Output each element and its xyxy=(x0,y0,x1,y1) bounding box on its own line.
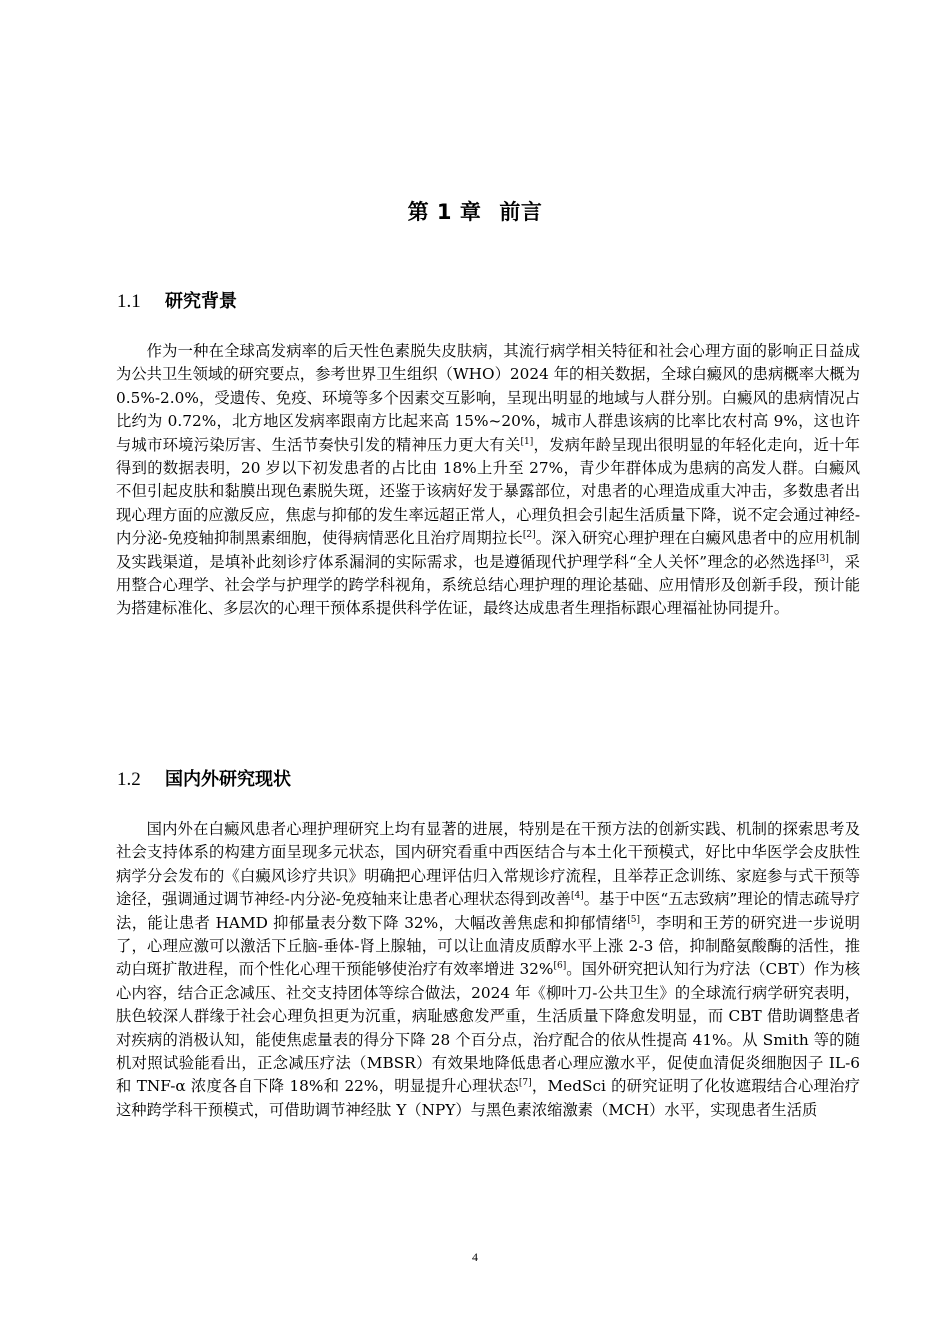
section-title: 国内外研究现状 xyxy=(165,769,291,790)
paragraph-text: 。基于中医“五志致病”理论的情志疏导疗法，能让患者 HAMD 抑郁量表分数下降 32%，大幅改善焦虑和抑郁情绪 xyxy=(116,890,860,932)
section-heading-research-background xyxy=(117,288,237,316)
paragraph-research-status xyxy=(116,818,860,1122)
paragraph-text: ，李明和王芳的研究进一步说明了，心理应激可以激活下丘脑-垂体-肾上腺轴，可以让血清皮质醇水平上涨 2-3 倍，抑制酪氨酸酶的活性，推动白斑扩散进程，而个性化心理干预能够使治疗有效率增进 32% xyxy=(116,913,860,979)
chapter-title xyxy=(0,196,950,228)
paragraph-text: ，采用整合心理学、社会学与护理学的跨学科视角，系统总结心理护理的理论基础、应用情形及创新手段，预计能为搭建标准化、多层次的心理干预体系提供科学佐证，最终达成患者生理指标跟心理福祉协同提升。 xyxy=(116,552,860,618)
paragraph-text: 作为一种在全球高发病率的后天性色素脱失皮肤病，其流行病学相关特征和社会心理方面的影响正日益成为公共卫生领域的研究要点，参考世界卫生组织（WHO）2024 年的相关数据，全球白癜风的患病概率大概为 0.5%-2.0%，受遗传、免疫、环境等多个因素交互影响，呈现出明显的地域与人群分别。白癜风的患病情况占比约为 0.72%，北方地区发病率跟南方比起来高 15%~20%，城市人群患该病的比率比农村高 9%，这也许与城市环境污染厉害、生活节奏快引发的精神压力更大有关 xyxy=(116,342,860,454)
paragraph-text: 国内外在白癜风患者心理护理研究上均有显著的进展，特别是在干预方法的创新实践、机制的探索思考及社会支持体系的构建方面呈现多元状态，国内研究看重中西医结合与本土化干预模式，好比中华医学会皮肤性病学分会发布的《白癜风诊疗共识》明确把心理评估归入常规诊疗流程，且举荐正念训练、家庭参与式干预等途径，强调通过调节神经-内分泌-免疫轴来让患者心理状态得到改善 xyxy=(116,820,860,909)
citation-ref[interactable]: [3] xyxy=(816,553,829,564)
page-number: 4 xyxy=(472,1250,478,1264)
citation-ref[interactable]: [4] xyxy=(570,891,584,902)
paragraph-research-background xyxy=(116,340,860,621)
citation-ref[interactable]: [2] xyxy=(522,530,536,541)
citation-ref[interactable]: [7] xyxy=(518,1078,532,1089)
citation-ref[interactable]: [5] xyxy=(627,914,640,925)
citation-ref[interactable]: [1] xyxy=(520,436,534,447)
paragraph-text: ，发病年龄呈现出很明显的年轻化走向，近十年得到的数据表明，20 岁以下初发患者的占比由 18%上升至 27%，青少年群体成为患病的高发人群。白癜风不但引起皮肤和黏膜出现色素脱失斑，还鉴于该病好发于暴露部位，对患者的心理造成重大冲击，多数患者出现心理方面的应激反应，焦虑与抑郁的发生率远超正常人，心理负担会引起生活质量下降，说不定会通过神经-内分泌-免疫轴抑制黑素细胞，使得病情恶化且治疗周期拉长 xyxy=(116,435,860,548)
section-number: 1.2 xyxy=(117,769,141,790)
paragraph-text: ，MedSci 的研究证明了化妆遮瑕结合心理治疗这种跨学科干预模式，可借助调节神经肽 Y（NPY）与黑色素浓缩激素（MCH）水平，实现患者生活质 xyxy=(116,1077,861,1119)
section-number: 1.1 xyxy=(117,291,141,312)
chapter-title-text: 前言 xyxy=(499,200,543,224)
citation-ref[interactable]: [6] xyxy=(553,961,567,972)
paragraph-text: 。国外研究把认知行为疗法（CBT）作为核心内容，结合正念减压、社交支持团体等综合做法，2024 年《柳叶刀-公共卫生》的全球流行病学研究表明，肤色较深人群缘于社会心理负担更为沉重，病耻感愈发严重，生活质量下降愈发明显，而 CBT 借助调整患者对疾病的消极认知，能使焦虑量表的得分下降 28 个百分点，治疗配合的依从性提高 41%。从 Smith 等的随机对照试验能看出，正念减压疗法（MBSR）有效果地降低患者心理应激水平，促使血清促炎细胞因子 IL-6 和 TNF-α 浓度各自下降 18%和 22%，明显提升心理状态 xyxy=(116,960,860,1096)
section-heading-research-status xyxy=(117,766,291,794)
section-title: 研究背景 xyxy=(165,291,237,312)
chapter-number: 第 1 章 xyxy=(407,200,482,224)
paragraph-text: 。深入研究心理护理在白癜风患者中的应用机制及实践渠道，是填补此刻诊疗体系漏洞的实际需求，也是遵循现代护理学科“全人关怀”理念的必然选择 xyxy=(116,529,860,571)
